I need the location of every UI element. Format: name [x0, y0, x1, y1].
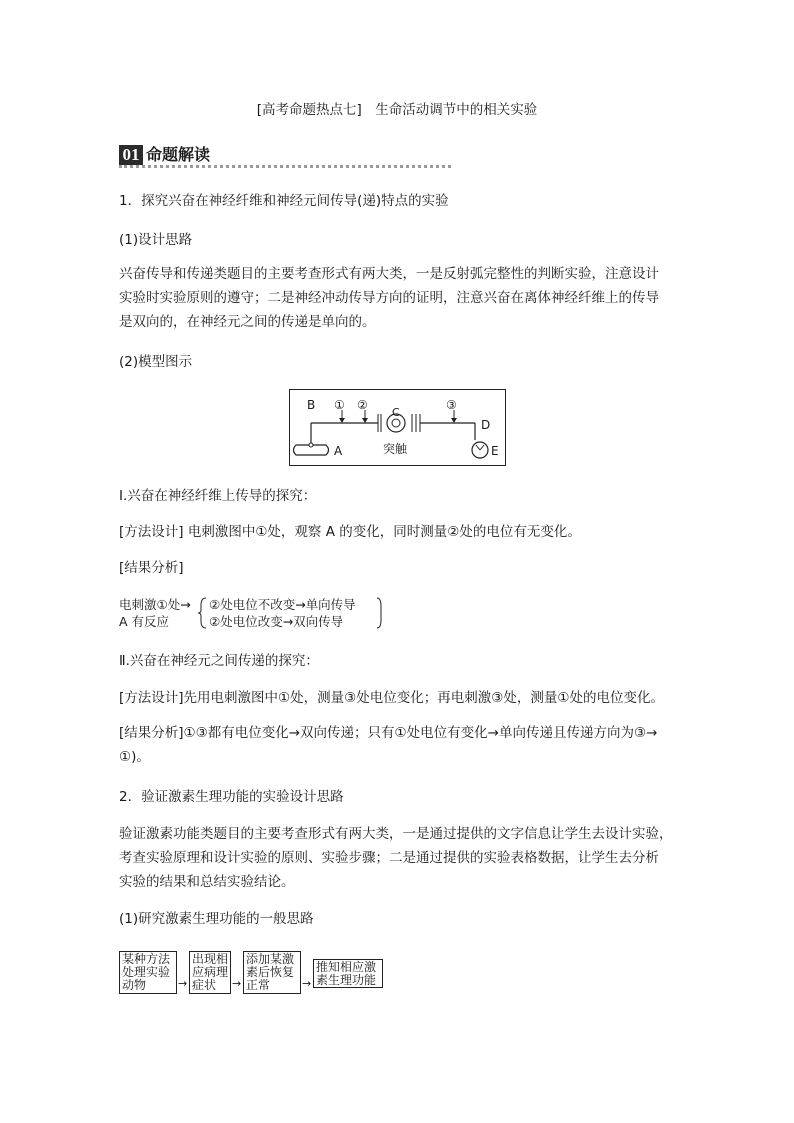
paragraph-line: 考查实验原理和设计实验的原则、实验步骤；二是通过提供的实验表格数据，让学生去分析 — [119, 850, 659, 866]
section-1-heading: 1．探究兴奋在神经纤维和神经元间传导(递)特点的实验 — [119, 193, 449, 209]
flow-box-4: 推知相应激素生理功能 — [313, 959, 383, 988]
flow-arrow-2: → — [232, 977, 242, 990]
arrow-2-head — [362, 418, 368, 423]
paragraph-line: 是双向的，在神经元之间的传递是单向的。 — [119, 314, 376, 330]
diagram-label-b: B — [307, 398, 316, 412]
method-design-1: [方法设计] 电刺激图中①处，观察 A 的变化，同时测量②处的电位有无变化。 — [119, 524, 581, 540]
diagram-label-d: D — [481, 418, 491, 432]
scheme-right-brace — [376, 596, 384, 630]
paragraph-line: 验证激素功能类题目的主要考查形式有两大类，一是通过提供的文字信息让学生去设计实验， — [119, 826, 673, 842]
paragraph-line: 实验时实验原则的遵守；二是神经冲动传导方向的证明，注意兴奋在离体神经纤维上的传导 — [119, 290, 659, 306]
hormone-flow-diagram — [119, 951, 389, 995]
paragraph-line: 兴奋传导和传递类题目的主要考查形式有两大类，一是反射弧完整性的判断实验，注意设计 — [119, 266, 659, 282]
diagram-label-2: ② — [357, 398, 368, 412]
model-diagram — [289, 389, 506, 466]
flow-box-1: 某种方法处理实验动物 — [119, 951, 177, 994]
diagram-label-e: E — [491, 444, 499, 458]
section-badge-rule — [119, 165, 451, 168]
paragraph-line: ①)。 — [119, 749, 150, 765]
diagram-label-synapse: 突触 — [383, 442, 408, 456]
result-analysis-1-title: [结果分析] — [119, 560, 184, 576]
flow-box-3: 添加某激素后恢复正常 — [243, 951, 301, 994]
section-2-heading: 2．验证激素生理功能的实验设计思路 — [119, 789, 344, 805]
meter-e-needle — [480, 445, 484, 450]
result-analysis-2 — [119, 721, 657, 769]
section-2-paragraph — [119, 822, 673, 894]
flow-arrow-1: → — [178, 977, 188, 990]
diagram-label-3: ③ — [446, 398, 457, 412]
design-idea-paragraph — [119, 262, 659, 334]
design-idea-heading: (1)设计思路 — [119, 232, 193, 248]
general-approach-heading: (1)研究激素生理功能的一般思路 — [119, 911, 314, 927]
section-number-badge: 01 — [119, 145, 143, 165]
model-diagram-heading: (2)模型图示 — [119, 354, 193, 370]
method-design-2: [方法设计]先用电刺激图中①处，测量③处电位变化；再电刺激③处，测量①处的电位变化。 — [119, 690, 664, 706]
page-title: [高考命题热点七] 生命活动调节中的相关实验 — [256, 102, 538, 118]
scheme-left-line-1: 电刺激①处→ — [119, 597, 191, 612]
diagram-label-a: A — [334, 444, 343, 458]
flow-box-2: 出现相应病理症状 — [189, 951, 231, 994]
paragraph-line: 实验的结果和总结实验结论。 — [119, 874, 295, 890]
paragraph-line: [结果分析]①③都有电位变化→双向传递；只有①处电位有变化→单向传递且传递方向为③→ — [119, 725, 658, 741]
diagram-label-1: ① — [334, 398, 345, 412]
scheme-option-1: ②处电位不改变→单向传导 — [209, 597, 356, 612]
meter-e-needle — [476, 445, 480, 450]
part-1-title: Ⅰ.兴奋在神经纤维上传导的探究： — [119, 488, 317, 504]
scheme-left-brace — [198, 596, 208, 630]
part-2-title: Ⅱ.兴奋在神经元之间传递的探究： — [119, 653, 319, 669]
scheme-option-2: ②处电位改变→双向传导 — [209, 614, 344, 629]
flow-arrow-3: → — [302, 977, 312, 990]
motor-end-plate — [309, 443, 313, 447]
arrow-3-head — [451, 418, 457, 423]
section-badge-label: 命题解读 — [146, 145, 211, 164]
diagram-label-c: C — [392, 406, 400, 419]
arrow-1-head — [339, 418, 345, 423]
scheme-left-line-2: A 有反应 — [119, 614, 170, 629]
result-scheme — [119, 596, 389, 632]
